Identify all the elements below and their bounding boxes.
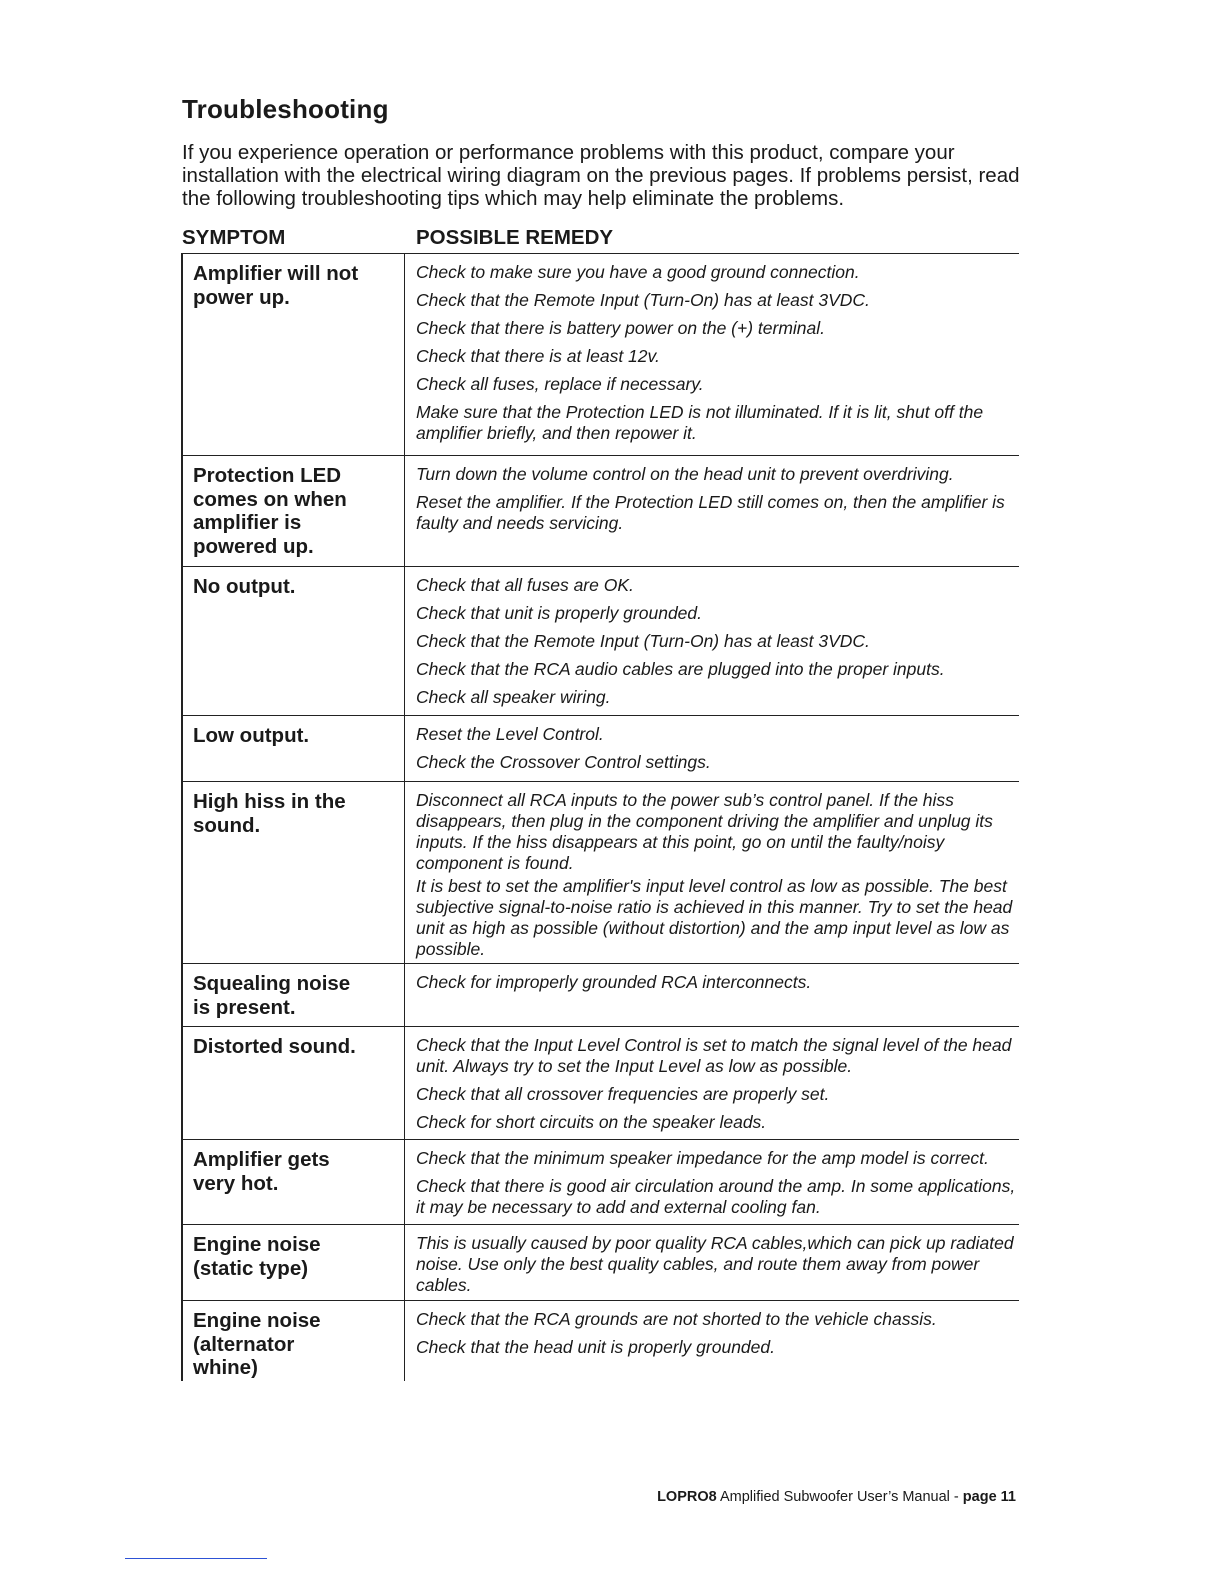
remedy-item: Check that the Remote Input (Turn-On) has at least 3VDC. xyxy=(416,290,870,310)
remedy-cell xyxy=(405,716,1019,781)
remedy-cell xyxy=(405,1301,1019,1381)
remedy-item: Check that the minimum speaker impedance for the amp model is correct. xyxy=(416,1148,989,1168)
remedy-item: Make sure that the Protection LED is not illuminated. If it is lit, shut off the amplifier briefly, and then repower it. xyxy=(416,402,984,443)
symptom-cell: High hiss in the sound. xyxy=(181,782,405,963)
remedy-item: Check to make sure you have a good ground connection. xyxy=(416,262,860,282)
symptom-cell: No output. xyxy=(181,567,405,715)
remedy-cell xyxy=(405,1027,1019,1139)
remedy-cell xyxy=(405,782,1019,963)
remedy-item: Reset the Level Control. xyxy=(416,724,604,744)
remedy-item: It is best to set the amplifier's input level control as low as possible. The best subjective signal-to-noise ratio is achieved in this manner. Try to set the head unit as high as possible (without distortion) and the amp input level as low as possible. xyxy=(416,876,1013,959)
remedy-item: Check that all fuses are OK. xyxy=(416,575,634,595)
table-row xyxy=(181,1225,1019,1301)
page-title: Troubleshooting xyxy=(182,94,389,124)
remedy-item: Check that there is battery power on the (+) terminal. xyxy=(416,318,826,338)
troubleshooting-table xyxy=(181,253,1019,1381)
table-row xyxy=(181,456,1019,567)
remedy-item: Check the Crossover Control settings. xyxy=(416,752,711,772)
footer-model: LOPRO8 xyxy=(657,1489,717,1505)
footer-page-number: page 11 xyxy=(962,1489,1016,1505)
remedy-item: Check for short circuits on the speaker leads. xyxy=(416,1112,767,1132)
remedy-cell xyxy=(405,254,1019,455)
remedy-item: Check that there is at least 12v. xyxy=(416,346,660,366)
page-footer xyxy=(657,1489,1016,1505)
table-row xyxy=(181,254,1019,456)
remedy-item: Check that the RCA grounds are not shorted to the vehicle chassis. xyxy=(416,1309,937,1329)
remedy-item: Turn down the volume control on the head unit to prevent overdriving. xyxy=(416,464,954,484)
remedy-item: Check all fuses, replace if necessary. xyxy=(416,374,704,394)
remedy-cell xyxy=(405,456,1019,566)
symptom-column-header: SYMPTOM xyxy=(182,226,286,249)
remedy-cell xyxy=(405,1225,1019,1300)
symptom-cell: Amplifier will not power up. xyxy=(181,254,405,455)
remedy-item: Check that there is good air circulation around the amp. In some applications, it may be necessary to add and external cooling fan. xyxy=(416,1176,1016,1217)
remedy-item: This is usually caused by poor quality RCA cables,which can pick up radiated noise. Use only the best quality cables, and route them away from power cables. xyxy=(416,1233,1014,1295)
symptom-cell: Engine noise (static type) xyxy=(181,1225,405,1300)
remedy-column-header: POSSIBLE REMEDY xyxy=(416,226,614,249)
symptom-cell: Distorted sound. xyxy=(181,1027,405,1139)
footer-text: Amplified Subwoofer User’s Manual - xyxy=(719,1489,959,1505)
table-row xyxy=(181,1301,1019,1381)
remedy-item: Check all speaker wiring. xyxy=(416,687,611,707)
table-row xyxy=(181,1027,1019,1140)
remedy-item: Reset the amplifier. If the Protection LED still comes on, then the amplifier is faulty and needs servicing. xyxy=(416,492,1005,533)
remedy-cell xyxy=(405,1140,1019,1224)
symptom-cell: Engine noise (alternator whine) xyxy=(181,1301,405,1381)
remedy-item: Check that the Input Level Control is set to match the signal level of the head unit. Always try to set the Input Level as low as possible. xyxy=(416,1035,1012,1076)
remedy-item: Check that the RCA audio cables are plugged into the proper inputs. xyxy=(416,659,945,679)
remedy-cell xyxy=(405,567,1019,715)
symptom-cell: Low output. xyxy=(181,716,405,781)
table-row xyxy=(181,567,1019,716)
remedy-item: Check that all crossover frequencies are properly set. xyxy=(416,1084,830,1104)
table-row xyxy=(181,1140,1019,1225)
remedy-item: Check for improperly grounded RCA interconnects. xyxy=(416,972,812,992)
remedy-item: Check that the Remote Input (Turn-On) has at least 3VDC. xyxy=(416,631,870,651)
intro-paragraph: If you experience operation or performance problems with this product, compare your installation with the electrical wiring diagram on the previous pages. If problems persist, read the following troubleshooting tips which may help eliminate the problems. xyxy=(182,141,1020,210)
remedy-item: Disconnect all RCA inputs to the power sub’s control panel. If the hiss disappears, then plug in the component driving the amplifier and unplug its inputs. If the hiss disappears at this point, go on until the faulty/noisy component is found. xyxy=(416,790,993,873)
remedy-item: Check that unit is properly grounded. xyxy=(416,603,702,623)
remedy-cell xyxy=(405,964,1019,1026)
symptom-cell: Squealing noise is present. xyxy=(181,964,405,1026)
table-row xyxy=(181,964,1019,1027)
symptom-cell: Amplifier gets very hot. xyxy=(181,1140,405,1224)
table-row xyxy=(181,716,1019,782)
scan-underline-mark xyxy=(125,1558,267,1559)
table-row xyxy=(181,782,1019,964)
remedy-item: Check that the head unit is properly grounded. xyxy=(416,1337,775,1357)
symptom-cell: Protection LED comes on when amplifier is powered up. xyxy=(181,456,405,566)
